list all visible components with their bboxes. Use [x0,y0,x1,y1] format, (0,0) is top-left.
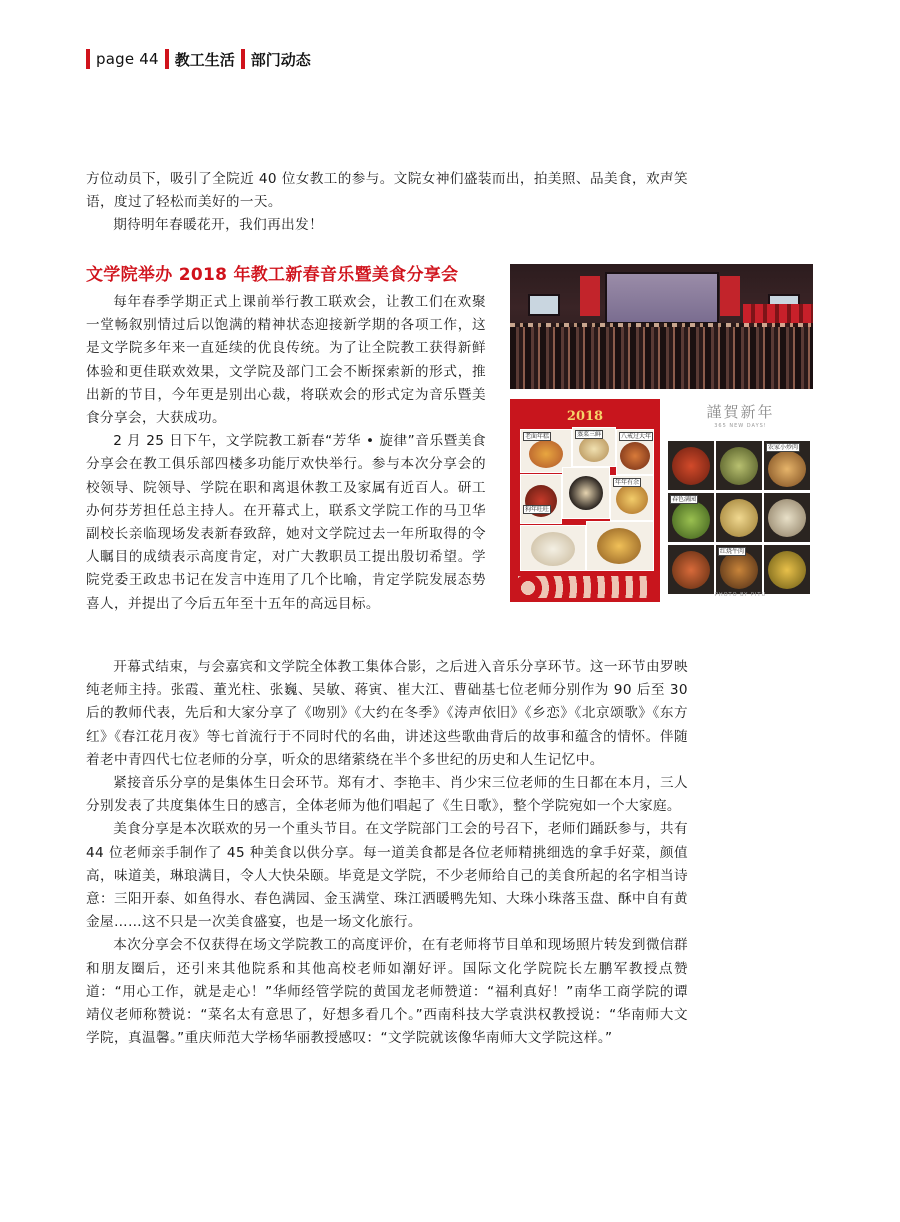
food-tile [572,427,616,467]
food-tile [668,545,714,594]
grid-subtitle: 365 NEW DAYS! [714,423,767,429]
food-label: 年年有余 [615,479,640,486]
article-body [86,656,688,1050]
red-banner-right [720,276,740,316]
food-tile [716,493,762,542]
food-tile [586,521,654,571]
food-tile [668,441,714,490]
group-photo [510,264,813,389]
article-title: 文学院举办 2018 年教工新春音乐暨美食分享会 [86,265,459,285]
paragraph: 每年春季学期正式上课前举行教工联欢会，让教工们在欢聚一堂畅叙别情过后以饱满的精神状态迎接新学期的各项工作，这是文学院多年来一直延续的优良传统。为了让全院教工获得新鲜体验和更佳联欢效果，文学院及部门工会不断探索新的形式，推出新的节目，今年更是别出心裁，将联欢会的形式定为音乐暨美食分享会，大获成功。 [86,294,486,427]
food-tile [716,545,762,594]
intro-text [86,168,688,238]
photo-credit: PHOTO BY PITU [714,592,767,598]
food-tile [764,545,810,594]
page-number: page 44 [96,50,159,68]
food-label: 蒸菜三鲜 [577,431,602,438]
subsection-name: 部门动态 [250,50,311,69]
food-label: 春色满园 [672,496,697,503]
intro-paragraph: 期待明年春暖花开，我们再出发！ [113,217,324,234]
food-label: 八戒过大年 [621,433,652,440]
food-label: 红烧牛肉 [720,548,745,555]
intro-paragraph: 方位动员下，吸引了全院近 40 位女教工的参与。文院女神们盛装而出，拍美照、品美食，欢声笑语，度过了轻松而美好的一天。 [86,171,688,211]
header-bar-1 [86,49,90,69]
header-bar-2 [165,49,169,69]
paragraph: 紧接音乐分享的是集体生日会环节。郑有才、李艳丰、肖少宋三位老师的生日都在本月，三人分别发表了共度集体生日的感言，全体老师为他们唱起了《生日歌》，整个学院宛如一个大家庭。 [86,775,688,815]
collage-year: 2018 [566,409,604,424]
paragraph: 2 月 25 日下午，文学院教工新春“芳华 • 旋律”音乐暨美食分享会在教工俱乐部四楼多功能厅欢快举行。参与本次分享会的校领导、院领导、学院在职和离退休教工及家属有近百人。研工办何芬芳担任总主持人。在开幕式上，联系文学院工作的马卫华副校长亲临现场发表新春致辞，她对文学院过去一年所取得的令人瞩目的成绩表示高度肯定，对广大教职员工提出殷切希望。学院党委王政忠书记在发言中连用了几个比喻，肯定学院发展态势喜人，并提出了今后五年至十五年的高远目标。 [86,433,486,612]
article-column [86,291,486,616]
food-tile [668,493,714,542]
food-tile [616,429,654,475]
cat-illustrations [518,576,652,598]
crowd [510,327,813,389]
header-bar-3 [241,49,245,69]
food-label: 狗年旺旺 [525,506,550,513]
stage-screen [605,272,719,324]
food-collage-red [510,399,660,602]
paragraph: 美食分享是本次联欢的另一个重头节目。在文学院部门工会的号召下，老师们踊跃参与，共有 44 位老师亲手制作了 45 种美食以供分享。每一道美食都是各位老师精挑细选的拿手好菜，颜值高，味道美，琳琅满目，令人大快朵颐。毕竟是文学院，不少老师给自己的美食所起的名字相当诗意：三阳开泰、如鱼得水、春色满园、金玉满堂、珠江洒暖鸭先知、大珠小珠落玉盘、酥中自有黄金屋……这不只是一次美食盛宴，也是一场文化旅行。 [86,821,688,931]
food-collage-grid [667,399,814,602]
grid-title: 謹賀新年 [706,403,775,421]
food-tile [562,467,610,519]
food-tile [520,474,562,524]
food-label: 老面年糕 [525,433,550,440]
food-tile [716,441,762,490]
page-header [86,48,311,70]
food-tile [610,475,654,521]
red-banner-left [580,276,600,316]
food-label: 农家小炒肉 [768,444,799,451]
food-tile [764,493,810,542]
tv-screen-left [528,294,560,316]
section-name: 教工生活 [174,50,235,69]
food-tile [764,441,810,490]
paragraph: 本次分享会不仅获得在场文学院教工的高度评价，在有老师将节目单和现场照片转发到微信群和朋友圈后，还引来其他院系和其他高校老师如潮好评。国际文化学院院长左鹏军教授点赞道：“用心工作，就是走心！”华师经管学院的黄国龙老师赞道：“福利真好！”南华工商学院的谭靖仪老师称赞说：“菜名太有意思了，好想多看几个。”西南科技大学袁洪权教授说：“华南师大文学院，真温馨。”重庆师范大学杨华丽教授感叹：“文学院就该像华南师大文学院这样。” [86,937,688,1047]
food-tile [520,525,586,571]
paragraph: 开幕式结束，与会嘉宾和文学院全体教工集体合影，之后进入音乐分享环节。这一环节由罗映纯老师主持。张霞、董光柱、张巍、吴敏、蒋寅、崔大江、曹础基七位老师分别作为 90 后至 30 后的教师代表，先后和大家分享了《吻别》《大约在冬季》《涛声依旧》《乡恋》《北京颂歌》《东方红》《春江花月夜》等七首流行于不同时代的名曲，讲述这些歌曲背后的故事和蕴含的情怀。伴随着老中青四代七位老师的分享，听众的思绪萦绕在半个多世纪的历史和人生记忆中。 [86,659,688,768]
